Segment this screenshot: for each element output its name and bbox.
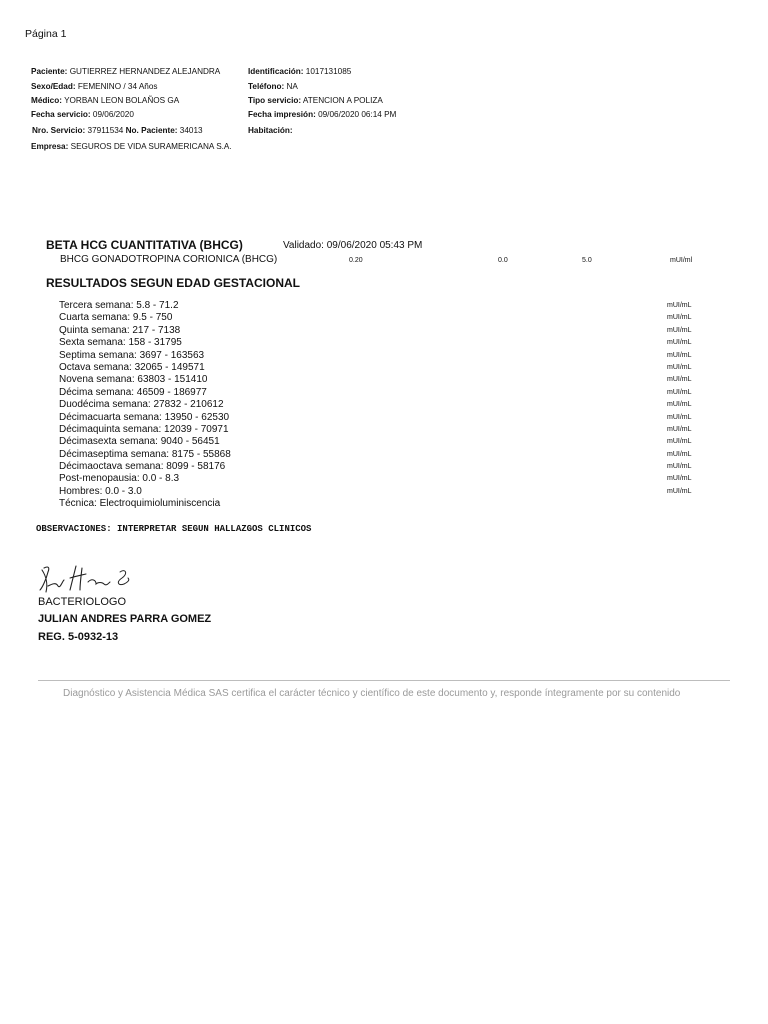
range-unit: mUI/mL (667, 314, 692, 322)
section-title: RESULTADOS SEGUN EDAD GESTACIONAL (46, 276, 301, 290)
field-label: Fecha servicio: (31, 110, 91, 119)
list-item: Octava semana: 32065 - 149571 (59, 361, 205, 373)
signer-role: BACTERIOLOGO (38, 596, 127, 608)
field-label: Habitación: (248, 126, 293, 135)
service-number-field (32, 126, 203, 136)
range-unit: mUI/mL (667, 388, 692, 396)
test-title: BETA HCG CUANTITATIVA (BHCG) (46, 238, 243, 252)
list-item: Décimaoctava semana: 8099 - 58176 (59, 461, 226, 473)
service-date-field (31, 110, 134, 120)
list-item: Décimasexta semana: 9040 - 56451 (59, 436, 220, 448)
field-value: 09/06/2020 (92, 110, 134, 119)
field-value: 37911534 (87, 126, 124, 135)
list-item: Septima semana: 3697 - 163563 (59, 349, 205, 361)
doctor-field (31, 96, 179, 106)
field-label: Identificación: (248, 67, 304, 76)
field-label: Teléfono: (248, 82, 285, 91)
range-unit: mUI/mL (667, 463, 692, 471)
gestational-range-list (59, 300, 231, 498)
field-value: NA (286, 82, 298, 91)
sex-age-field (31, 82, 158, 92)
field-value: 1017131085 (305, 67, 352, 76)
field-value: FEMENINO / 34 Años (77, 82, 158, 91)
range-unit: mUI/mL (667, 363, 692, 371)
signer-registration: REG. 5-0932-13 (38, 631, 119, 643)
list-item: Post-menopausia: 0.0 - 8.3 (59, 473, 180, 485)
field-label: Tipo servicio: (248, 96, 302, 105)
list-item: Hombres: 0.0 - 3.0 (59, 485, 142, 497)
field-value: ATENCION A POLIZA (302, 96, 383, 105)
list-item: Décimaseptima semana: 8175 - 55868 (59, 448, 231, 460)
page-number: Página 1 (25, 28, 67, 40)
range-unit: mUI/mL (667, 401, 692, 409)
field-value: GUTIERREZ HERNANDEZ ALEJANDRA (69, 67, 221, 76)
test-result: 0.20 (349, 257, 363, 264)
field-label: Paciente: (31, 67, 68, 76)
field-label: No. Paciente: (125, 126, 178, 135)
list-item: Duodécima semana: 27832 - 210612 (59, 399, 224, 411)
field-value: SEGUROS DE VIDA SURAMERICANA S.A. (70, 142, 232, 151)
footer-disclaimer: Diagnóstico y Asistencia Médica SAS certifica el carácter técnico y científico de este documento y, responde íntegramente por su contenido (63, 688, 681, 699)
identification-field (248, 67, 351, 77)
service-type-field (248, 96, 383, 106)
footer-divider (38, 680, 730, 681)
patient-name-field (31, 67, 220, 77)
room-field (248, 126, 293, 136)
field-value: 09/06/2020 06:14 PM (318, 110, 397, 119)
test-name: BHCG GONADOTROPINA CORIONICA (BHCG) (60, 254, 278, 265)
field-value: 34013 (179, 126, 203, 135)
range-unit: mUI/mL (667, 326, 692, 334)
signature-image (36, 558, 136, 596)
range-unit: mUI/mL (667, 425, 692, 433)
range-unit-list (667, 300, 692, 498)
field-label: Médico: (31, 96, 62, 105)
range-unit: mUI/mL (667, 475, 692, 483)
phone-field (248, 82, 298, 92)
list-item: Décimacuarta semana: 13950 - 62530 (59, 411, 230, 423)
field-label: Nro. Servicio: (32, 126, 86, 135)
reference-high: 5.0 (582, 257, 592, 264)
list-item: Sexta semana: 158 - 31795 (59, 337, 182, 349)
list-item: Quinta semana: 217 - 7138 (59, 324, 181, 336)
list-item: Tercera semana: 5.8 - 71.2 (59, 300, 179, 311)
reference-low: 0.0 (498, 257, 508, 264)
list-item: Décimaquinta semana: 12039 - 70971 (59, 423, 229, 435)
range-unit: mUI/mL (667, 413, 692, 421)
technique-note: Técnica: Electroquimioluminiscencia (59, 498, 221, 509)
range-unit: mUI/mL (667, 450, 692, 458)
range-unit: mUI/mL (667, 376, 692, 384)
field-label: Empresa: (31, 142, 69, 151)
range-unit: mUI/mL (667, 438, 692, 446)
test-unit: mUI/ml (670, 257, 693, 264)
field-label: Fecha impresión: (248, 110, 316, 119)
validated-date: Validado: 09/06/2020 05:43 PM (283, 240, 423, 251)
field-label: Sexo/Edad: (31, 82, 76, 91)
range-unit: mUI/mL (667, 302, 692, 309)
range-unit: mUI/mL (667, 351, 692, 359)
range-unit: mUI/mL (667, 487, 692, 495)
list-item: Décima semana: 46509 - 186977 (59, 386, 207, 398)
signer-name: JULIAN ANDRES PARRA GOMEZ (38, 613, 212, 625)
field-value: YORBAN LEON BOLAÑOS GA (64, 96, 180, 105)
list-item: Novena semana: 63803 - 151410 (59, 374, 208, 386)
range-unit: mUI/mL (667, 339, 692, 347)
list-item: Cuarta semana: 9.5 - 750 (59, 312, 173, 324)
print-date-field (248, 110, 396, 120)
company-field (31, 142, 232, 152)
observations: OBSERVACIONES: INTERPRETAR SEGUN HALLAZGOS CLINICOS (36, 524, 312, 534)
